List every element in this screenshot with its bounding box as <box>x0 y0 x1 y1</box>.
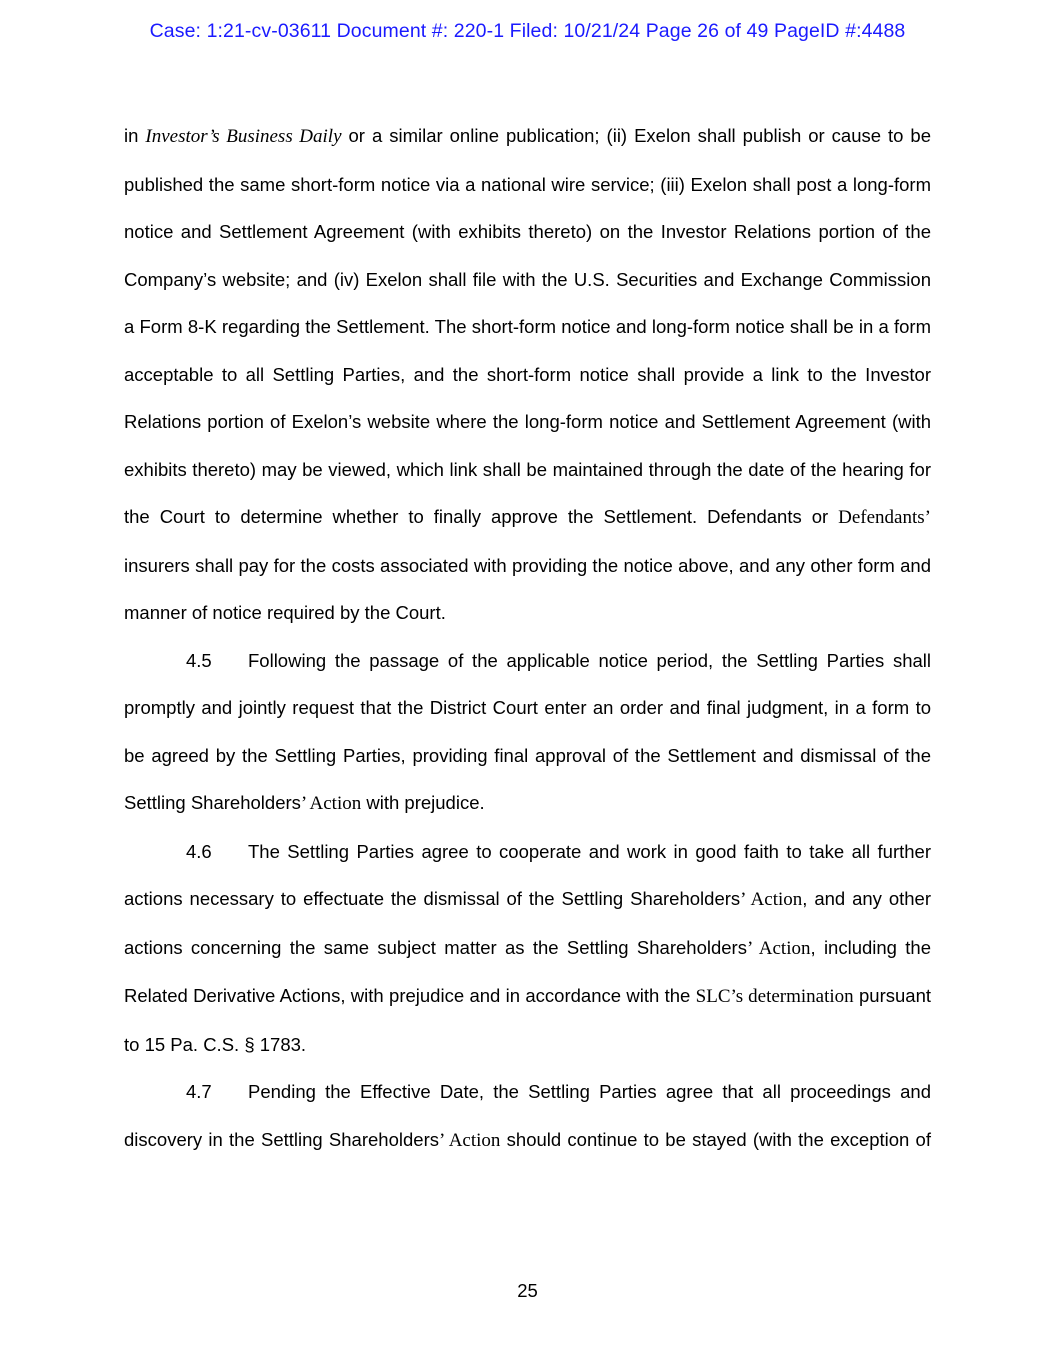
text-span: with prejudice. <box>361 792 485 813</box>
section-number: 4.7 <box>186 1081 212 1102</box>
text-span: or a similar online publication; (ii) Exelon shall publish or cause to be published the same short-form notice via a national wire service; (iii) Exelon shall post a long-form notice and Settlement Agreement (with exhibits thereto) on the Investor Relations portion of the Company’s website; and (iv) Exelon shall file with the U.S. Securities and Exchange Commission a Form 8-K regarding the Settlement. The short-form notice and long-form notice shall be in a form acceptable to all Settling Parties, and the short-form notice shall provide a link to the Investor Relations portion of Exelon’s website where the long-form notice and Settlement Agreement (with exhibits thereto) may be viewed, which link shall be maintained through the date of the hearing for the Court to determine whether to finally approve the Settlement. Defendants or <box>124 125 932 527</box>
paragraph-notice-continuation <box>124 112 931 637</box>
page-number: 25 <box>517 1280 538 1301</box>
section-number: 4.6 <box>186 840 212 862</box>
text-span-serif: ’ Action <box>740 889 803 910</box>
text-span: Following the passage of the applicable notice period, the Settling Parties shall promptly and jointly request that the District Court enter an order and final judgment, in a form to be agreed by the Settling Parties, providing final approval of the Settlement and dismissal of the Settling Shareholders <box>124 649 931 813</box>
text-span: , and any other actions concerning the same subject matter as the Settling Shareholders <box>124 888 931 958</box>
case-header-stamp: Case: 1:21-cv-03611 Document #: 220-1 Filed: 10/21/24 Page 26 of 49 PageID #:4488 <box>149 20 906 42</box>
section-number: 4.5 <box>186 649 212 671</box>
paragraph-4-7 <box>124 1068 931 1164</box>
text-span: should continue to be stayed (with the exception of <box>500 1128 931 1150</box>
text-span: in <box>124 125 146 146</box>
text-span: The Settling Parties agree to cooperate and work in good faith to take all further actions necessary to effectuate the dismissal of the Settling Shareholders <box>124 840 931 909</box>
text-span: insurers shall pay for the costs associated with providing the notice above, and any other form and manner of notice required by the Court. <box>124 554 931 623</box>
document-body <box>124 112 931 1164</box>
paragraph-4-6 <box>124 828 931 1069</box>
text-span: pursuant to 15 Pa. C.S. § 1783. <box>124 985 932 1055</box>
publication-name: Investor’s Business Daily <box>145 126 342 147</box>
text-span-serif: ’ Action <box>300 793 362 814</box>
text-span-serif: SLC’s determination <box>695 986 854 1007</box>
text-span: Pending the Effective Date, the Settling Parties agree that all proceedings and discovery in the Settling Shareholders <box>124 1081 931 1150</box>
text-span: , including the Related Derivative Actions, with prejudice and in accordance with the <box>124 936 931 1006</box>
text-span-serif: ’ Action <box>438 1129 501 1151</box>
text-span-serif: Defendants’ <box>838 507 931 528</box>
paragraph-4-5 <box>124 637 931 828</box>
text-span-serif: ’ Action <box>746 937 811 959</box>
